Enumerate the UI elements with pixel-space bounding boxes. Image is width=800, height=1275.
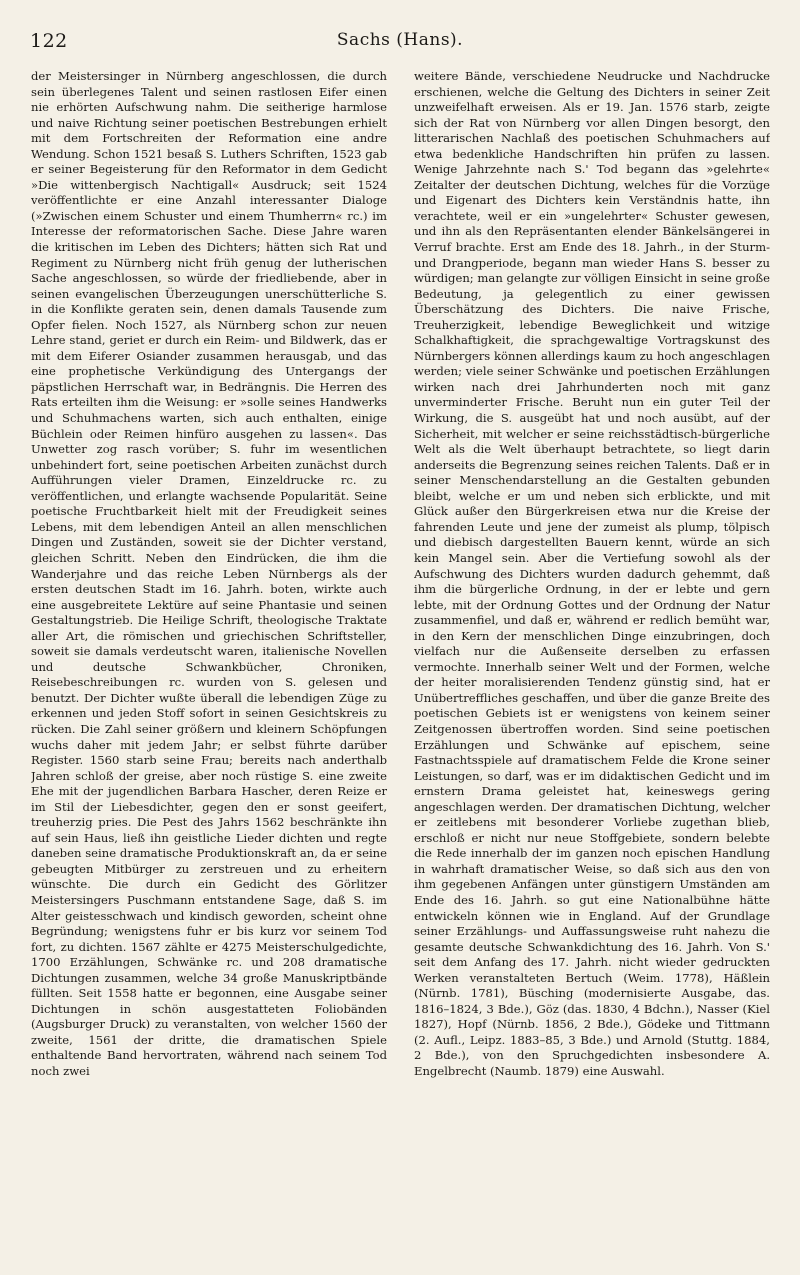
page-number: 122 (30, 30, 68, 52)
left-column-text: der Meistersinger in Nürnberg angeschlossen, die durch sein überlegenes Talent und seinen rastlosen Eifer einen nie erhörten Aufschwung nahm. Die seitherige harmlose und naive Richtung seiner poetischen Bestrebungen erhielt mit dem Fortschreiten der Reformation eine andre Wendung. Schon 1521 besaß S. Luthers Schriften, 1523 gab er seiner Begeisterung für den Reformator in dem Gedicht »Die wittenbergisch Nachtigall« Ausdruck; seit 1524 veröffentlichte er eine Anzahl interessanter Dialoge (»Zwischen einem Schuster und einem Thumherrn« rc.) im Interesse der reformatorischen Sache. Diese Jahre waren die kritischen im Leben des Dichters; hätten sich Rat und Regiment zu Nürnberg nicht früh genug der lutherischen Sache angeschlossen, so würde der friedliebende, aber in seinen evangelischen Überzeugungen unerschütterliche S. in die Konflikte geraten sein, denen damals Tausende zum Opfer fielen. Noch 1527, als Nürnberg schon zur neuen Lehre stand, geriet er durch ein Reim- und Bildwerk, das er mit dem Eiferer Osiander zusammen herausgab, und das eine prophetische Verkündigung des Untergangs der päpstlichen Herrschaft war, in Bedrängnis. Die Herren des Rats erteilten ihm die Weisung: er »solle seines Handwerks und Schuhmachens warten, sich auch enthalten, einige Büchlein oder Reimen hinfüro ausgehen zu lassen«. Das Unwetter zog rasch vorüber; S. fuhr im wesentlichen unbehindert fort, seine poetischen Arbeiten zunächst durch Aufführungen vieler Dramen, Einzeldrucke rc. zu veröffentlichen, und erlangte wachsende Popularität. Seine poetische Fruchtbarkeit hielt mit der Freudigkeit seines Lebens, mit dem lebendigen Anteil an allen menschlichen Dingen und Zuständen, soweit sie der Dichter verstand, gleichen Schritt. Neben den Eindrücken, die ihm die Wanderjahre und das reiche Leben Nürnbergs als der ersten deutschen Stadt im 16. Jahrh. boten, wirkte auch eine ausgebreitete Lektüre auf seine Phantasie und seinen Gestaltungstrieb. Die Heilige Schrift, theologische Traktate aller Art, die römischen und griechischen Schriftsteller, soweit sie damals verdeutscht waren, italienische Novellen und deutsche Schwankbücher, Chroniken, Reisebeschreibungen rc. wurden von S. gelesen und benutzt. Der Dichter wußte überall die lebendigen Züge zu erkennen und jeden Stoff sofort in seinen Gesichtskreis zu rücken. Die Zahl seiner größern und kleinern Schöpfungen wuchs daher mit jedem Jahr; er selbst führte darüber Register. 1560 starb seine Frau; bereits nach anderthalb Jahren schloß der greise, aber noch rüstige S. eine zweite Ehe mit der jugendlichen Barbara Hascher, deren Reize er im Stil der Liebesdichter, gegen den er sonst geeifert, treuherzig pries. Die Pest des Jahrs 1562 beschränkte ihn auf sein Haus, ließ ihn geistliche Lieder dichten und regte daneben seine dramatische Produktionskraft an, da er seine gebeugten Mitbürger zu zerstreuen und zu erheitern wünschte. Die durch ein Gedicht des Görlitzer Meistersingers Puschmann entstandene Sage, daß S. im Alter geistesschwach und kindisch geworden, scheint ohne Begründung; wenigstens fuhr er bis kurz vor seinem Tod fort, zu dichten. 1567 zählte er 4275 Meisterschulgedichte, 1700 Erzählungen, Schwänke rc. und 208 dramatische Dichtungen zusammen, welche 34 große Manuskriptbände füllten. Seit 1558 hatte er begonnen, eine Ausgabe seiner Dichtungen in schön ausgestatteten Foliobänden (Augsburger Druck) zu veranstalten, von welcher 1560 der zweite, 1561 der dritte, die dramatischen Spiele enthaltende Band hervortraten, während nach seinem Tod noch zwei (31, 69, 387, 1078)
left-column (31, 69, 387, 1263)
page-header (30, 24, 770, 58)
text-columns (31, 69, 770, 1263)
right-column (414, 69, 770, 1263)
right-column-text: weitere Bände, verschiedene Neudrucke und Nachdrucke erschienen, welche die Geltung des Dichters in seiner Zeit unzweifelhaft erweisen. Als er 19. Jan. 1576 starb, zeigte sich der Rat von Nürnberg vor allen Dingen besorgt, den litterarischen Nachlaß des poetischen Schuhmachers auf etwa bedenkliche Handschriften hin prüfen zu lassen. Wenige Jahrzehnte nach S.' Tod begann das »gelehrte« Zeitalter der deutschen Dichtung, welches für die Vorzüge und Eigenart des Dichters kein Verständnis hatte, ihn verachtete, weil er ein »ungelehrter« Schuster gewesen, und ihn als den Repräsentanten elender Bänkelsängerei in Verruf brachte. Erst am Ende des 18. Jahrh., in der Sturm- und Drangperiode, begann man wieder Hans S. besser zu würdigen; man gelangte zur völligen Einsicht in seine große Bedeutung, ja gelegentlich zu einer gewissen Überschätzung des Dichters. Die naive Frische, Treuherzigkeit, lebendige Beweglichkeit und witzige Schalkhaftigkeit, die sprachgewaltige Vortragskunst des Nürnbergers können allerdings kaum zu hoch angeschlagen werden; viele seiner Schwänke und poetischen Erzählungen wirken nach drei Jahrhunderten noch mit ganz unverminderter Frische. Beruht nun ein guter Teil der Wirkung, die S. ausgeübt hat und noch ausübt, auf der Sicherheit, mit welcher er seine reichsstädtisch-bürgerliche Welt als die Welt überhaupt betrachtete, so liegt darin anderseits die Begrenzung seines reichen Talents. Daß er in seiner Menschendarstellung an die Gestalten gebunden bleibt, welche er um und neben sich erblickte, und mit Glück außer den Bürgerkreisen etwa nur die Kreise der fahrenden Leute und jene der zumeist als plump, tölpisch und diebisch dargestellten Bauern kennt, würde an sich kein Mangel sein. Aber die Vertiefung sowohl als der Aufschwung des Dichters wurden dadurch gehemmt, daß ihm die bürgerliche Ordnung, in der er lebte und gern lebte, mit der Ordnung Gottes und der Ordnung der Natur zusammenfiel, und daß er, während er redlich bemüht war, in den Kern der menschlichen Dinge einzubringen, doch vielfach nur die Außenseite derselben zu erfassen vermochte. Innerhalb seiner Welt und der Formen, welche der heiter moralisierenden Tendenz günstig sind, hat er Unübertreffliches geschaffen, und über die ganze Breite des poetischen Gebiets ist er wenigstens von keinem seiner Zeitgenossen übertroffen worden. Sind seine poetischen Erzählungen und Schwänke auf epischem, seine Fastnachtsspiele auf dramatischem Felde die Krone seiner Leistungen, so darf, was er im didaktischen Gedicht und im ernstern Drama geleistet hat, keineswegs gering angeschlagen werden. Der dramatischen Dichtung, welcher er zeitlebens mit besonderer Vorliebe zugethan blieb, erschloß er nicht nur neue Stoffgebiete, sondern belebte die Rede innerhalb der im ganzen noch epischen Handlung in wahrhaft dramatischer Weise, so daß sich aus den von ihm gegebenen Anfängen unter günstigern Umständen am Ende des 16. Jahrh. so gut eine Nationalbühne hätte entwickeln können wie in England. Auf der Grundlage seiner Erzählungs- und Auffassungsweise ruht nahezu die gesamte deutsche Schwankdichtung des 16. Jahrh. Von S.' seit dem Anfang des 17. Jahrh. nicht wieder gedruckten Werken veranstalteten Bertuch (Weim. 1778), Häßlein (Nürnb. 1781), Büsching (modernisierte Ausgabe, das. 1816–1824, 3 Bde.), Göz (das. 1830, 4 Bdchn.), Nasser (Kiel 1827), Hopf (Nürnb. 1856, 2 Bde.), Gödeke und Tittmann (2. Aufl., Leipz. 1883–85, 3 Bde.) und Arnold (Stuttg. 1884, 2 Bde.), von den Spruchgedichten insbesondere A. Engelbrecht (Naumb. 1879) eine Auswahl. (414, 69, 770, 1078)
running-head: Sachs (Hans). (336, 30, 464, 50)
